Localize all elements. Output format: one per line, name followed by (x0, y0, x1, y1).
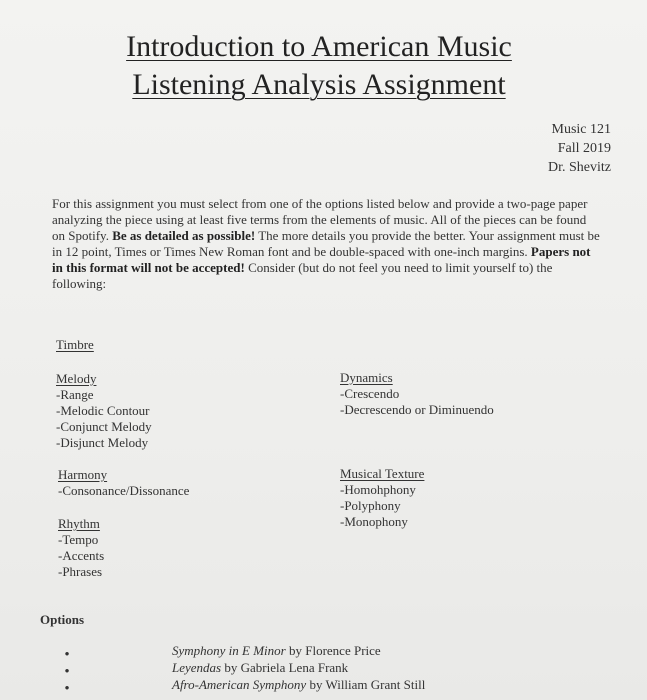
option-item (62, 659, 622, 676)
option-work-title: Leyendas (172, 660, 222, 675)
title-line-1: Introduction to American Music (126, 30, 512, 63)
texture-item: -Homohphony (340, 482, 416, 497)
texture-item: -Monophony (340, 514, 408, 529)
melody-item: -Range (56, 387, 94, 402)
melody-item: -Conjunct Melody (56, 419, 152, 434)
element-timbre (56, 337, 94, 353)
element-rhythm (58, 516, 104, 580)
intro-text-2: The more details you provide the better. Your assignment must be in 12 point, Times or Times New Roman font and be double-spaced with one-inch margins. (52, 228, 600, 259)
option-item (62, 676, 622, 693)
option-work-title: Afro-American Symphony (172, 677, 307, 692)
harmony-item: -Consonance/Dissonance (58, 483, 190, 498)
options-list (62, 642, 622, 693)
texture-item: -Polyphony (340, 498, 401, 513)
element-texture (340, 466, 424, 530)
course-instructor: Dr. Shevitz (548, 160, 611, 175)
bullet-icon: • (64, 680, 70, 695)
element-dynamics (340, 370, 494, 418)
harmony-heading: Harmony (58, 467, 108, 482)
bullet-icon: • (64, 663, 70, 678)
element-melody (56, 371, 152, 451)
page-title (104, 28, 534, 104)
course-term: Fall 2019 (557, 141, 611, 156)
option-composer: by William Grant Still (306, 677, 426, 692)
options-heading: Options (40, 612, 85, 627)
dynamics-item: -Crescendo (340, 386, 400, 401)
melody-heading: Melody (56, 371, 97, 386)
dynamics-item: -Decrescendo or Diminuendo (340, 402, 494, 417)
course-info (548, 120, 611, 177)
melody-item: -Disjunct Melody (56, 435, 149, 450)
element-harmony (58, 467, 189, 499)
rhythm-item: -Phrases (58, 564, 103, 579)
intro-emphasis-2: Papers not in this format will not be accepted! (52, 244, 591, 275)
option-composer: by Gabriela Lena Frank (221, 660, 349, 675)
title-line-2: Listening Analysis Assignment (132, 68, 506, 101)
option-work-title: Symphony in E Minor (172, 643, 286, 658)
rhythm-item: -Accents (58, 548, 105, 563)
bullet-icon: • (64, 646, 70, 661)
option-item (62, 642, 622, 659)
melody-item: -Melodic Contour (56, 403, 150, 418)
intro-emphasis-1: Be as detailed as possible! (112, 228, 256, 243)
rhythm-item: -Tempo (58, 532, 99, 547)
option-composer: by Florence Price (285, 643, 381, 658)
intro-text-3: Consider (but do not feel you need to limit yourself to) the following: (52, 260, 553, 291)
texture-heading: Musical Texture (340, 466, 425, 481)
course-number: Music 121 (551, 122, 611, 137)
intro-text-1: For this assignment you must select from one of the options listed below and provide a two-page paper analyzing the piece using at least five terms from the elements of music. All of the pieces can be found on Spotify. (52, 196, 588, 243)
dynamics-heading: Dynamics (340, 370, 393, 385)
rhythm-heading: Rhythm (58, 516, 100, 531)
timbre-heading: Timbre (56, 337, 94, 352)
assignment-instructions (52, 196, 602, 292)
